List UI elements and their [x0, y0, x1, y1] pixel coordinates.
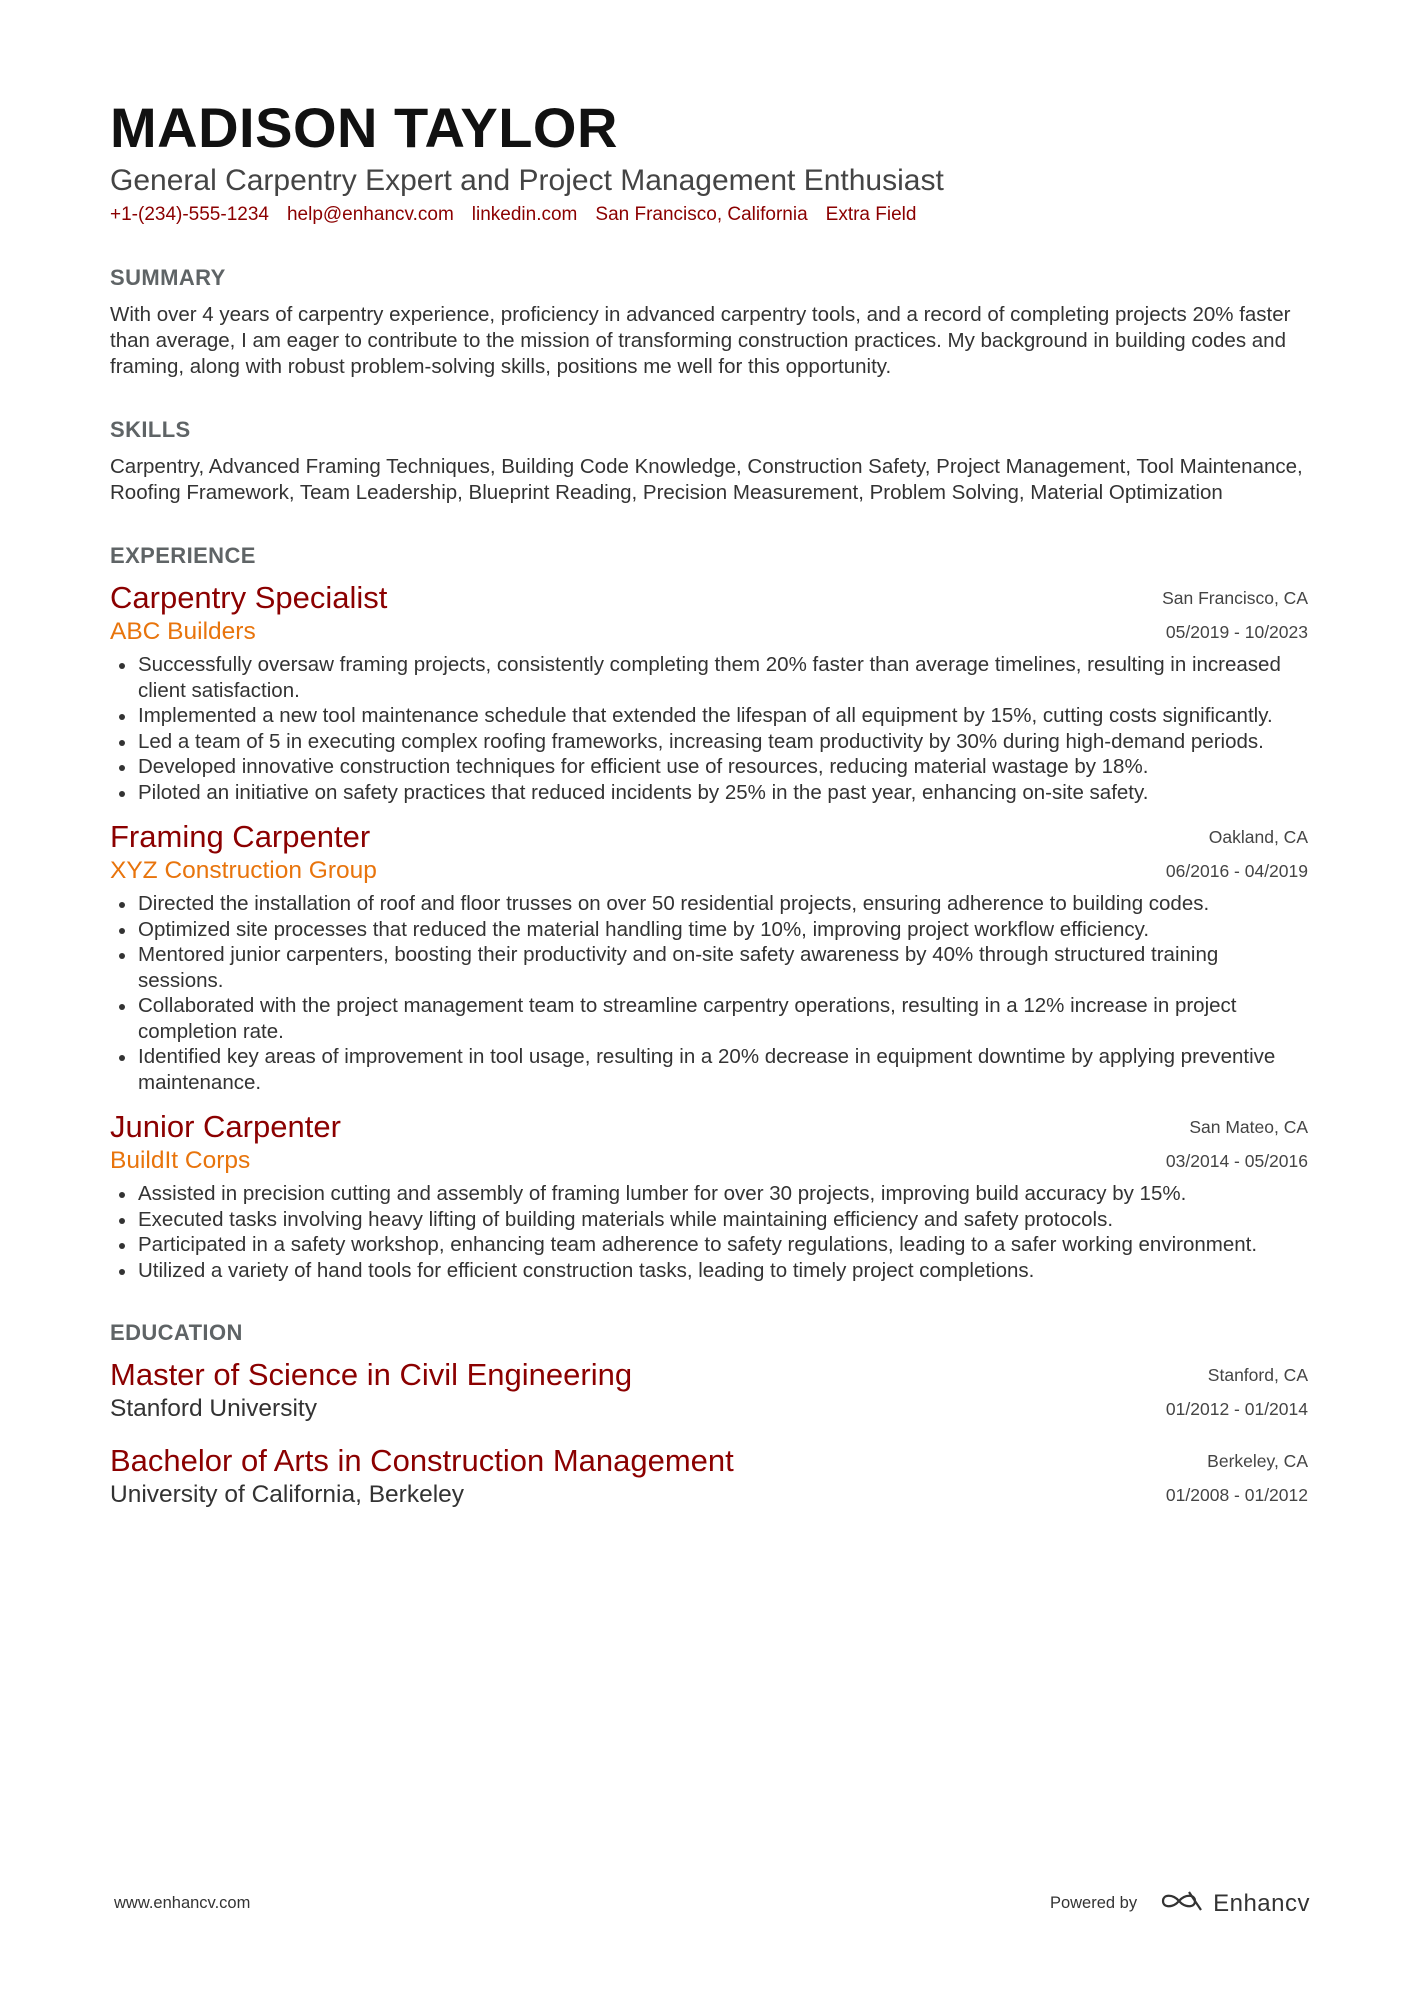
job-company: BuildIt Corps	[110, 1147, 251, 1174]
experience-title: EXPERIENCE	[110, 543, 256, 568]
list-item: Piloted an initiative on safety practices that reduced incidents by 25% in the past year, enhancing on-site safety.	[110, 780, 1308, 806]
education-entry	[110, 1357, 1308, 1425]
list-item: Assisted in precision cutting and assembly of framing lumber for over 30 projects, improving build accuracy by 15%.	[110, 1181, 1308, 1207]
job-bullets	[110, 652, 1308, 805]
job-location: San Francisco, CA	[1162, 588, 1308, 608]
list-item: Led a team of 5 in executing complex roofing frameworks, increasing team productivity by 30% during high-demand periods.	[110, 729, 1308, 755]
list-item: Identified key areas of improvement in tool usage, resulting in a 20% decrease in equipment downtime by applying preventive maintenance.	[110, 1044, 1308, 1095]
degree-title: Bachelor of Arts in Construction Management	[110, 1443, 734, 1478]
list-item: Collaborated with the project management team to streamline carpentry operations, resulting in a 12% increase in project completion rate.	[110, 993, 1308, 1044]
job-company: ABC Builders	[110, 618, 256, 645]
contact-location: San Francisco, California	[595, 204, 808, 225]
list-item: Developed innovative construction techniques for efficient use of resources, reducing material wastage by 18%.	[110, 754, 1308, 780]
job-dates: 05/2019 - 10/2023	[1165, 622, 1308, 642]
job-dates: 03/2014 - 05/2016	[1165, 1151, 1308, 1171]
page-footer	[114, 1888, 1310, 1919]
skills-title: SKILLS	[110, 417, 191, 442]
education-section	[110, 1319, 1308, 1511]
list-item: Directed the installation of roof and floor trusses on over 50 residential projects, ensuring adherence to building codes.	[110, 891, 1308, 917]
list-item: Executed tasks involving heavy lifting of building materials while maintaining efficiency and safety protocols.	[110, 1207, 1308, 1233]
contact-extra-field: Extra Field	[825, 204, 917, 225]
list-item: Utilized a variety of hand tools for efficient construction tasks, leading to timely project completions.	[110, 1258, 1308, 1284]
skills-text: Carpentry, Advanced Framing Techniques, Building Code Knowledge, Construction Safety, Project Management, Tool Maintenance, Roofing Framework, Team Leadership, Blueprint Reading, Precision Measurement, Problem Solving, Material Optimization	[110, 455, 1303, 504]
resume-page	[110, 96, 1308, 1511]
school-name: University of California, Berkeley	[110, 1481, 465, 1508]
powered-by	[1050, 1888, 1310, 1919]
school-location: Stanford, CA	[1207, 1365, 1308, 1385]
candidate-name: MADISON TAYLOR	[110, 96, 618, 159]
education-title: EDUCATION	[110, 1320, 243, 1345]
skills-section	[110, 416, 1308, 506]
degree-title: Master of Science in Civil Engineering	[110, 1357, 633, 1392]
summary-title: SUMMARY	[110, 265, 226, 290]
education-dates: 01/2012 - 01/2014	[1165, 1399, 1308, 1419]
job-bullets	[110, 1181, 1308, 1283]
school-location: Berkeley, CA	[1207, 1451, 1308, 1471]
education-dates: 01/2008 - 01/2012	[1165, 1485, 1308, 1505]
footer-url[interactable]: www.enhancv.com	[114, 1894, 251, 1912]
contact-email[interactable]: help@enhancv.com	[286, 204, 454, 225]
experience-entry	[110, 580, 1308, 805]
experience-section	[110, 542, 1308, 1283]
job-title: Junior Carpenter	[110, 1109, 341, 1144]
list-item: Implemented a new tool maintenance schedule that extended the lifespan of all equipment by 15%, cutting costs significantly.	[110, 703, 1308, 729]
contact-linkedin[interactable]: linkedin.com	[471, 204, 578, 225]
contact-phone[interactable]: +1-(234)-555-1234	[110, 204, 269, 225]
job-bullets	[110, 891, 1308, 1095]
list-item: Successfully oversaw framing projects, consistently completing them 20% faster than average timelines, resulting in increased client satisfaction.	[110, 652, 1308, 703]
job-title: Framing Carpenter	[110, 819, 371, 854]
powered-by-label: Powered by	[1049, 1894, 1138, 1912]
job-dates: 06/2016 - 04/2019	[1165, 861, 1308, 881]
list-item: Optimized site processes that reduced the material handling time by 10%, improving project workflow efficiency.	[110, 917, 1308, 943]
list-item: Participated in a safety workshop, enhancing team adherence to safety regulations, leading to a safer working environment.	[110, 1232, 1308, 1258]
candidate-headline: General Carpentry Expert and Project Management Enthusiast	[110, 164, 944, 197]
contact-bar	[110, 202, 1308, 228]
education-entry	[110, 1443, 1308, 1511]
job-company: XYZ Construction Group	[110, 857, 377, 884]
brand-logo[interactable]	[1159, 1888, 1310, 1919]
job-location: Oakland, CA	[1208, 827, 1308, 847]
job-location: San Mateo, CA	[1189, 1117, 1308, 1137]
brand-name: Enhancv	[1213, 1889, 1310, 1917]
experience-entry	[110, 819, 1308, 1095]
list-item: Mentored junior carpenters, boosting their productivity and on-site safety awareness by 40% through structured training sessions.	[110, 942, 1308, 993]
experience-entry	[110, 1109, 1308, 1283]
summary-section	[110, 264, 1308, 380]
job-title: Carpentry Specialist	[110, 580, 388, 615]
enhancv-logo-icon	[1159, 1888, 1205, 1919]
summary-text: With over 4 years of carpentry experience, proficiency in advanced carpentry tools, and a record of completing projects 20% faster than average, I am eager to contribute to the mission of transforming construction practices. My background in building codes and framing, along with robust problem-solving skills, positions me well for this opportunity.	[110, 303, 1291, 378]
school-name: Stanford University	[110, 1395, 317, 1422]
